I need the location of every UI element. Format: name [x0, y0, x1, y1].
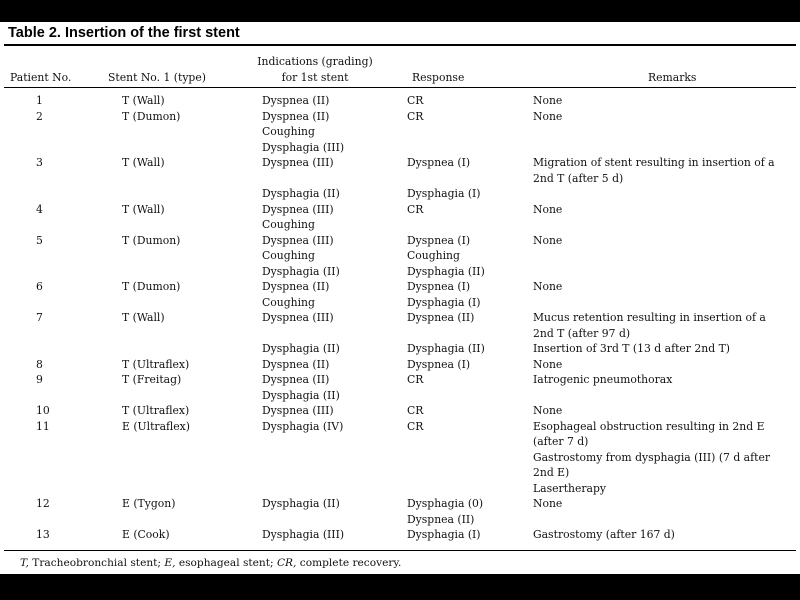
cell-patient-no: 4 [36, 202, 43, 216]
cell-patient-no: 9 [36, 373, 43, 386]
cell-stent-type: E (Ultraflex) [122, 419, 190, 433]
cell-response: CR [407, 202, 424, 216]
cell-indication: Coughing [262, 125, 315, 138]
cell-patient-no: 10 [36, 404, 50, 417]
table-footnote [20, 557, 401, 569]
cell-indication: Coughing [262, 218, 315, 231]
cell-indication: Dyspnea (III) [262, 202, 334, 216]
cell-indication: Dysphagia (II) [262, 342, 340, 355]
table-page [0, 22, 800, 574]
cell-response: Dyspnea (I) [407, 357, 471, 371]
cell-indication: Dyspnea (III) [262, 156, 334, 169]
cell-indication: Dyspnea (II) [262, 373, 330, 386]
footnote-t-abbr: T, [20, 557, 29, 569]
cell-indication: Dysphagia (III) [262, 140, 345, 154]
header-indications-line2: for 1st stent [281, 71, 349, 84]
cell-remark: None [533, 233, 563, 247]
cell-response: Dyspnea (I) [407, 233, 471, 247]
cell-stent-type: T (Wall) [122, 311, 165, 324]
cell-indication: Dysphagia (II) [262, 388, 340, 402]
cell-remark: Esophageal obstruction resulting in 2nd E [533, 419, 765, 433]
cell-response: CR [407, 109, 424, 123]
cell-stent-type: T (Wall) [122, 156, 165, 169]
cell-response: Dysphagia (II) [407, 342, 485, 355]
cell-indication: Dysphagia (IV) [262, 419, 344, 433]
cell-response: Dyspnea (II) [407, 311, 475, 324]
cell-patient-no: 3 [36, 156, 43, 169]
header-stent: Stent No. 1 (type) [108, 71, 206, 84]
cell-stent-type: E (Cook) [122, 528, 170, 541]
cell-patient-no: 13 [36, 528, 50, 541]
cell-patient-no: 6 [36, 280, 43, 293]
cell-patient-no: 5 [36, 233, 43, 247]
footnote-e-text: esophageal stent; [175, 557, 277, 569]
cell-response: Dysphagia (I) [407, 528, 481, 541]
cell-indication: Coughing [262, 249, 315, 262]
cell-patient-no: 2 [36, 109, 43, 123]
cell-response: CR [407, 419, 424, 433]
cell-response: Dyspnea (I) [407, 156, 471, 169]
cell-response: Coughing [407, 249, 460, 262]
cell-remark: Iatrogenic pneumothorax [533, 373, 673, 386]
cell-response: CR [407, 404, 424, 417]
cell-indication: Dyspnea (III) [262, 404, 334, 417]
cell-patient-no: 8 [36, 357, 43, 371]
cell-indication: Dysphagia (III) [262, 528, 345, 541]
cell-patient-no: 12 [36, 497, 50, 510]
cell-indication: Dyspnea (II) [262, 109, 330, 123]
cell-remark: None [533, 94, 563, 107]
cell-response: Dysphagia (I) [407, 295, 481, 309]
cell-remark: Insertion of 3rd T (13 d after 2nd T) [533, 342, 730, 355]
cell-patient-no: 7 [36, 311, 43, 324]
cell-response: Dyspnea (II) [407, 512, 475, 526]
cell-stent-type: T (Dumon) [122, 233, 181, 247]
cell-response: Dysphagia (II) [407, 264, 485, 278]
header-remarks: Remarks [648, 71, 697, 84]
cell-response: Dyspnea (I) [407, 280, 471, 293]
cell-stent-type: T (Wall) [122, 202, 165, 216]
cell-stent-type: T (Dumon) [122, 280, 181, 293]
cell-stent-type: T (Freitag) [122, 373, 182, 386]
cell-indication: Dyspnea (II) [262, 357, 330, 371]
bottom-rule [4, 550, 796, 551]
header-patient: Patient No. [10, 71, 72, 84]
cell-remark: 2nd T (after 5 d) [533, 171, 624, 185]
cell-remark: (after 7 d) [533, 435, 589, 448]
header-indications-line1: Indications (grading) [257, 55, 373, 68]
header-rule [4, 87, 796, 88]
cell-remark: Mucus retention resulting in insertion of a [533, 311, 766, 324]
cell-remark: Gastrostomy (after 167 d) [533, 528, 675, 541]
cell-indication: Dysphagia (II) [262, 497, 340, 510]
cell-remark: None [533, 357, 563, 371]
cell-indication: Coughing [262, 295, 315, 309]
cell-response: Dysphagia (I) [407, 187, 481, 200]
cell-remark: None [533, 497, 563, 510]
cell-stent-type: E (Tygon) [122, 497, 176, 510]
cell-remark: None [533, 404, 563, 417]
cell-response: CR [407, 94, 424, 107]
cell-indication: Dysphagia (II) [262, 187, 340, 200]
table-title: Table 2. Insertion of the first stent [8, 25, 240, 41]
top-rule [4, 44, 796, 46]
footnote-t-text: Tracheobronchial stent; [28, 557, 165, 569]
footnote-cr-text: complete recovery. [296, 557, 402, 569]
cell-remark: Lasertherapy [533, 481, 606, 495]
cell-stent-type: T (Ultraflex) [122, 357, 190, 371]
cell-stent-type: T (Dumon) [122, 109, 181, 123]
cell-indication: Dyspnea (III) [262, 233, 334, 247]
cell-indication: Dyspnea (III) [262, 311, 334, 324]
cell-indication: Dysphagia (II) [262, 264, 340, 278]
cell-remark: Gastrostomy from dysphagia (III) (7 d after [533, 450, 770, 464]
cell-patient-no: 11 [36, 419, 50, 433]
footnote-cr-abbr: CR, [276, 557, 297, 569]
header-response: Response [412, 71, 465, 84]
cell-indication: Dyspnea (II) [262, 94, 330, 107]
cell-remark: None [533, 109, 563, 123]
cell-remark: 2nd T (after 97 d) [533, 326, 631, 340]
cell-remark: None [533, 202, 563, 216]
cell-remark: 2nd E) [533, 466, 570, 479]
cell-stent-type: T (Ultraflex) [122, 404, 190, 417]
cell-remark: Migration of stent resulting in insertion of a [533, 156, 775, 169]
cell-remark: None [533, 280, 563, 293]
cell-indication: Dyspnea (II) [262, 280, 330, 293]
cell-patient-no: 1 [36, 94, 43, 107]
cell-stent-type: T (Wall) [122, 94, 165, 107]
footnote-e-abbr: E, [164, 557, 176, 569]
cell-response: Dysphagia (0) [407, 497, 484, 510]
cell-response: CR [407, 373, 424, 386]
